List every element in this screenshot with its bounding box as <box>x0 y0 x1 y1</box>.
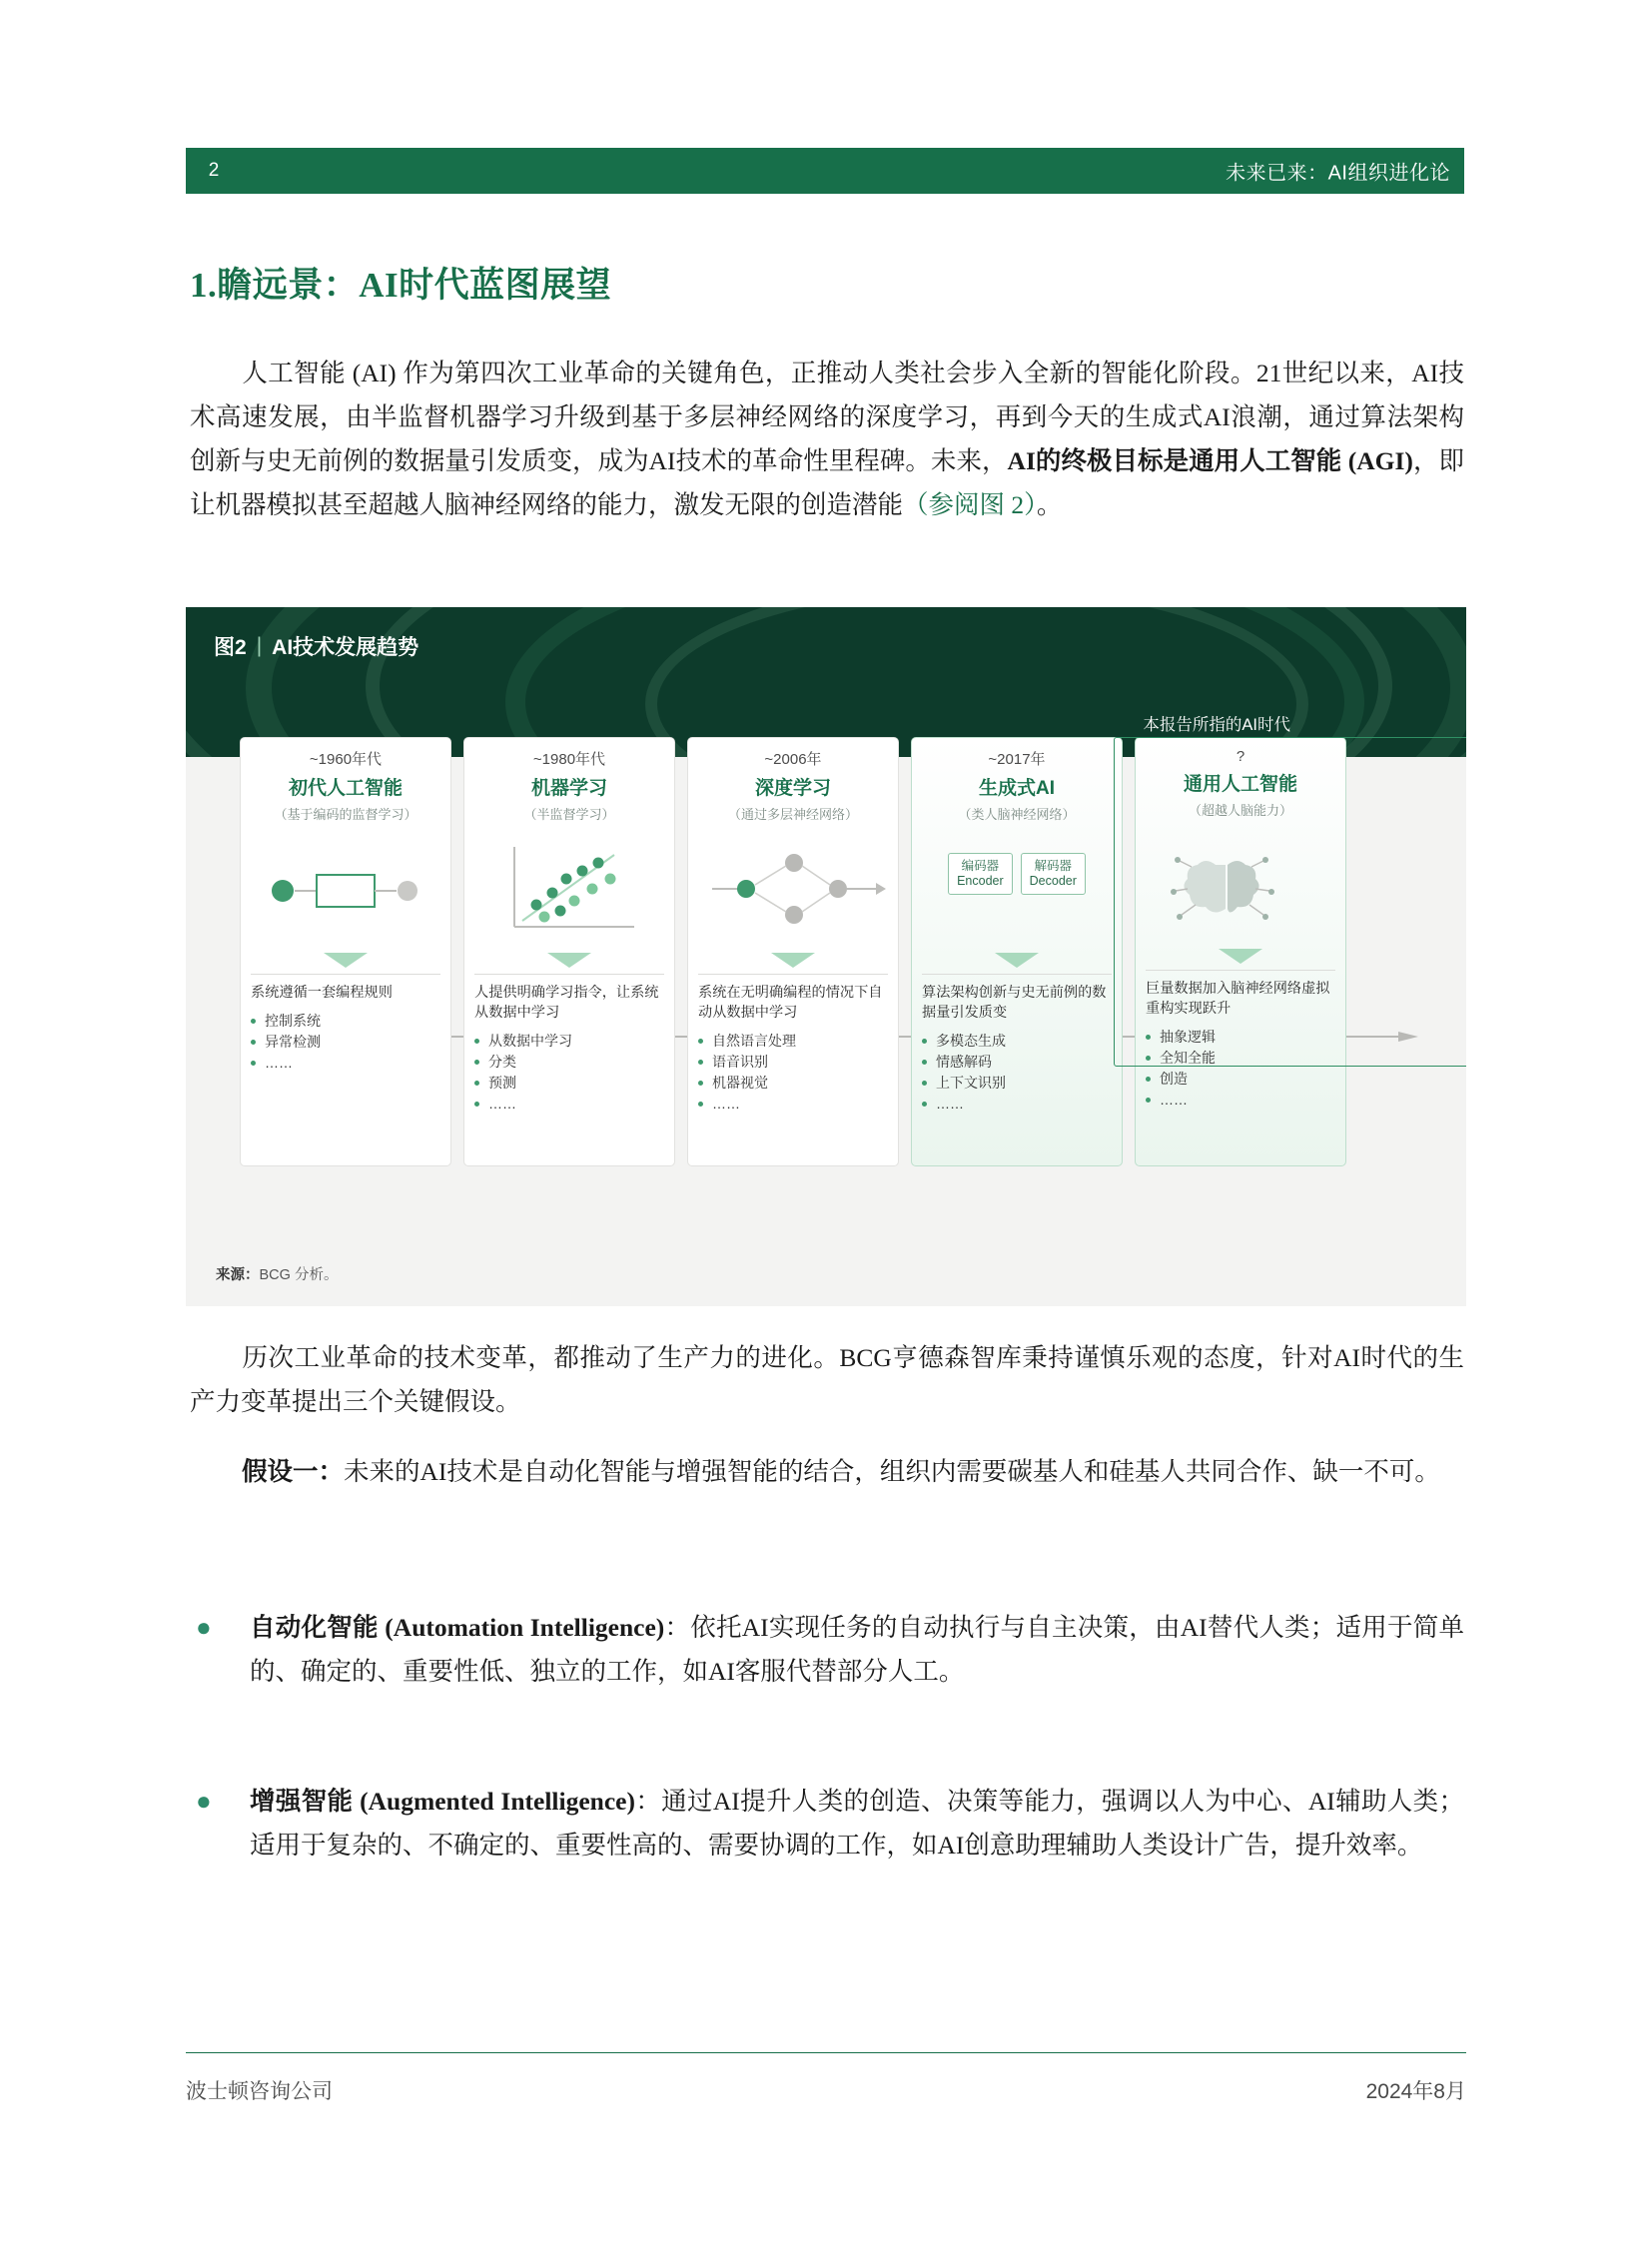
figure-era-highlight-box <box>1114 737 1466 1067</box>
paragraph-hypotheses-intro-text: 历次工业革命的技术变革，都推动了生产力的进化。BCG亨德森智库秉持谨慎乐观的态度，针对AI时代的生产力变革提出三个关键假设。 <box>190 1343 1464 1416</box>
card-subtitle: （通过多层神经网络） <box>727 807 858 822</box>
list-item: 分类 <box>474 1052 664 1073</box>
header-bar <box>242 148 1464 194</box>
list-item: 语音识别 <box>698 1052 888 1073</box>
bullet-text <box>250 1606 1464 1694</box>
card-name: 生成式AI <box>978 778 1055 799</box>
footer-company: 波士顿咨询公司 <box>186 2080 333 2103</box>
figure-ai-trends <box>186 607 1466 1306</box>
card-item-list <box>698 1031 888 1115</box>
bullet-body: ：依托AI实现任务的自动执行与自主决策，由AI替代人类；适用于简单的、确定的、重要性低、独立的工作，如AI客服代替部分人工。 <box>250 1613 1464 1686</box>
card-illustration-encoder-decoder <box>922 835 1112 943</box>
bullet-term: 增强智能 (Augmented Intelligence) <box>250 1787 635 1816</box>
card-year: ~2017年 <box>988 751 1046 768</box>
card-name: 初代人工智能 <box>288 778 403 799</box>
page-number: 2 <box>186 148 242 194</box>
card-description: 算法架构创新与史无前例的数据量引发质变 <box>922 985 1107 1021</box>
card-divider <box>251 974 440 975</box>
card-description: 巨量数据加入脑神经网络虚拟重构实现跃升 <box>1146 981 1330 1017</box>
card-name: 深度学习 <box>754 778 831 799</box>
paragraph-intro-b: ，即让机器模拟甚至超越人脑神经网络的能力，激发无限的创造潜能 <box>190 446 1464 519</box>
card-name: 通用人工智能 <box>1183 774 1297 795</box>
list-item: 上下文识别 <box>922 1073 1112 1094</box>
bullet-dot-icon: ● <box>196 1613 212 1642</box>
list-item: 情感解码 <box>922 1052 1112 1073</box>
encoder-box <box>948 853 1013 895</box>
encoder-label-cn: 编码器 <box>961 859 1000 873</box>
list-item: …… <box>698 1094 888 1115</box>
list-item: 全知全能 <box>1146 1048 1335 1069</box>
card-item-list <box>251 1011 440 1074</box>
card-subtitle: （类人脑神经网络） <box>958 807 1076 822</box>
list-item: 多模态生成 <box>922 1031 1112 1052</box>
figure-title-text: AI技术发展趋势 <box>272 636 419 659</box>
paragraph-intro <box>190 352 1464 527</box>
list-item: 自然语言处理 <box>698 1031 888 1052</box>
bullet-dot-icon: ● <box>196 1787 212 1816</box>
paragraph-intro-a: 人工智能 (AI) 作为第四次工业革命的关键角色，正推动人类社会步入全新的智能化阶段。21世纪以来，AI技术高速发展，由半监督机器学习升级到基于多层神经网络的深度学习，再到今天的生成式AI浪潮，通过算法架构创新与史无前例的数据量引发质变，成为AI技术的革命性里程碑。未来， <box>190 359 1464 475</box>
bullet-body: ：通过AI提升人类的创造、决策等能力，强调以人为中心、AI辅助人类；适用于复杂的、不确定的、重要性高的、需要协调的工作，如AI创意助理辅助人类设计广告，提升效率。 <box>250 1787 1464 1860</box>
figure-card-early-ai <box>240 737 451 1166</box>
paragraph-hypothesis-one <box>190 1450 1464 1494</box>
card-arrow-icon <box>995 953 1039 968</box>
figure-era-label: 本报告所指的AI时代 <box>1143 716 1290 734</box>
card-illustration-rule-system <box>251 835 440 943</box>
card-illustration-scatter <box>474 835 664 943</box>
figure-title-separator: | <box>256 634 263 657</box>
figure-card-machine-learning <box>463 737 675 1166</box>
paragraph-intro-end: 。 <box>1036 490 1063 519</box>
list-item: 机器视觉 <box>698 1073 888 1094</box>
card-subtitle: （基于编码的监督学习） <box>274 807 417 822</box>
list-item: …… <box>1146 1090 1335 1111</box>
figure-source-label: 来源： <box>216 1267 260 1283</box>
figure-reference: （参阅图 2） <box>903 490 1037 519</box>
paragraph-hypotheses-intro <box>190 1336 1464 1424</box>
hypothesis-one-text: 未来的AI技术是自动化智能与增强智能的结合，组织内需要碳基人和硅基人共同合作、缺一不可。 <box>344 1457 1440 1486</box>
footer-divider <box>186 2052 1466 2053</box>
card-subtitle: （超越人脑能力） <box>1188 803 1292 818</box>
bullet-term: 自动化智能 (Automation Intelligence) <box>250 1613 665 1642</box>
card-divider <box>698 974 888 975</box>
card-year: ~1960年代 <box>309 751 383 768</box>
card-divider <box>474 974 664 975</box>
bullet-automation-intelligence <box>190 1606 1464 1694</box>
decoder-box <box>1021 853 1086 895</box>
card-arrow-icon <box>547 953 591 968</box>
card-divider <box>922 974 1112 975</box>
paragraph-intro-bold: AI的终极目标是通用人工智能 (AGI) <box>1007 446 1413 475</box>
card-year: ~1980年代 <box>532 751 606 768</box>
bullet-text <box>250 1780 1464 1868</box>
section-title: 1.瞻远景：AI时代蓝图展望 <box>190 266 612 305</box>
figure-card-generative-ai <box>911 737 1123 1166</box>
card-description: 系统在无明确编程的情况下自动从数据中学习 <box>698 985 883 1021</box>
list-item: …… <box>922 1094 1112 1115</box>
neural-network-icon <box>698 835 888 943</box>
list-item: 异常检测 <box>251 1032 440 1053</box>
scatter-plot-icon <box>474 835 664 943</box>
card-year: ~2006年 <box>764 751 822 768</box>
figure-card-deep-learning <box>687 737 899 1166</box>
card-subtitle: （半监督学习） <box>523 807 615 822</box>
figure-source <box>216 1263 338 1284</box>
card-illustration-neural-net <box>698 835 888 943</box>
list-item: 抽象逻辑 <box>1146 1027 1335 1048</box>
list-item: 控制系统 <box>251 1011 440 1032</box>
card-item-list <box>474 1031 664 1115</box>
list-item: 预测 <box>474 1073 664 1094</box>
card-item-list <box>922 1031 1112 1115</box>
rule-system-icon <box>251 835 440 943</box>
figure-label: 图2 <box>214 636 247 659</box>
card-arrow-icon <box>324 953 368 968</box>
list-item: …… <box>251 1053 440 1074</box>
bullet-augmented-intelligence <box>190 1780 1464 1868</box>
decoder-label-en: Decoder <box>1029 874 1077 888</box>
card-description: 人提供明确学习指令，让系统从数据中学习 <box>474 985 659 1021</box>
list-item: …… <box>474 1094 664 1115</box>
page-header <box>186 148 1464 194</box>
list-item: 从数据中学习 <box>474 1031 664 1052</box>
card-name: 机器学习 <box>530 778 607 799</box>
card-description: 系统遵循一套编程规则 <box>251 985 393 1001</box>
figure-title <box>214 631 418 661</box>
footer-date: 2024年8月 <box>1365 2080 1466 2103</box>
figure-source-text: BCG 分析。 <box>259 1267 339 1283</box>
decoder-label-cn: 解码器 <box>1034 859 1073 873</box>
card-arrow-icon <box>771 953 815 968</box>
header-title: 未来已来：AI组织进化论 <box>1226 162 1450 185</box>
encoder-label-en: Encoder <box>957 874 1004 888</box>
card-year: ? <box>1236 748 1245 765</box>
hypothesis-one-label: 假设一： <box>242 1457 345 1486</box>
list-item: 创造 <box>1146 1069 1335 1090</box>
